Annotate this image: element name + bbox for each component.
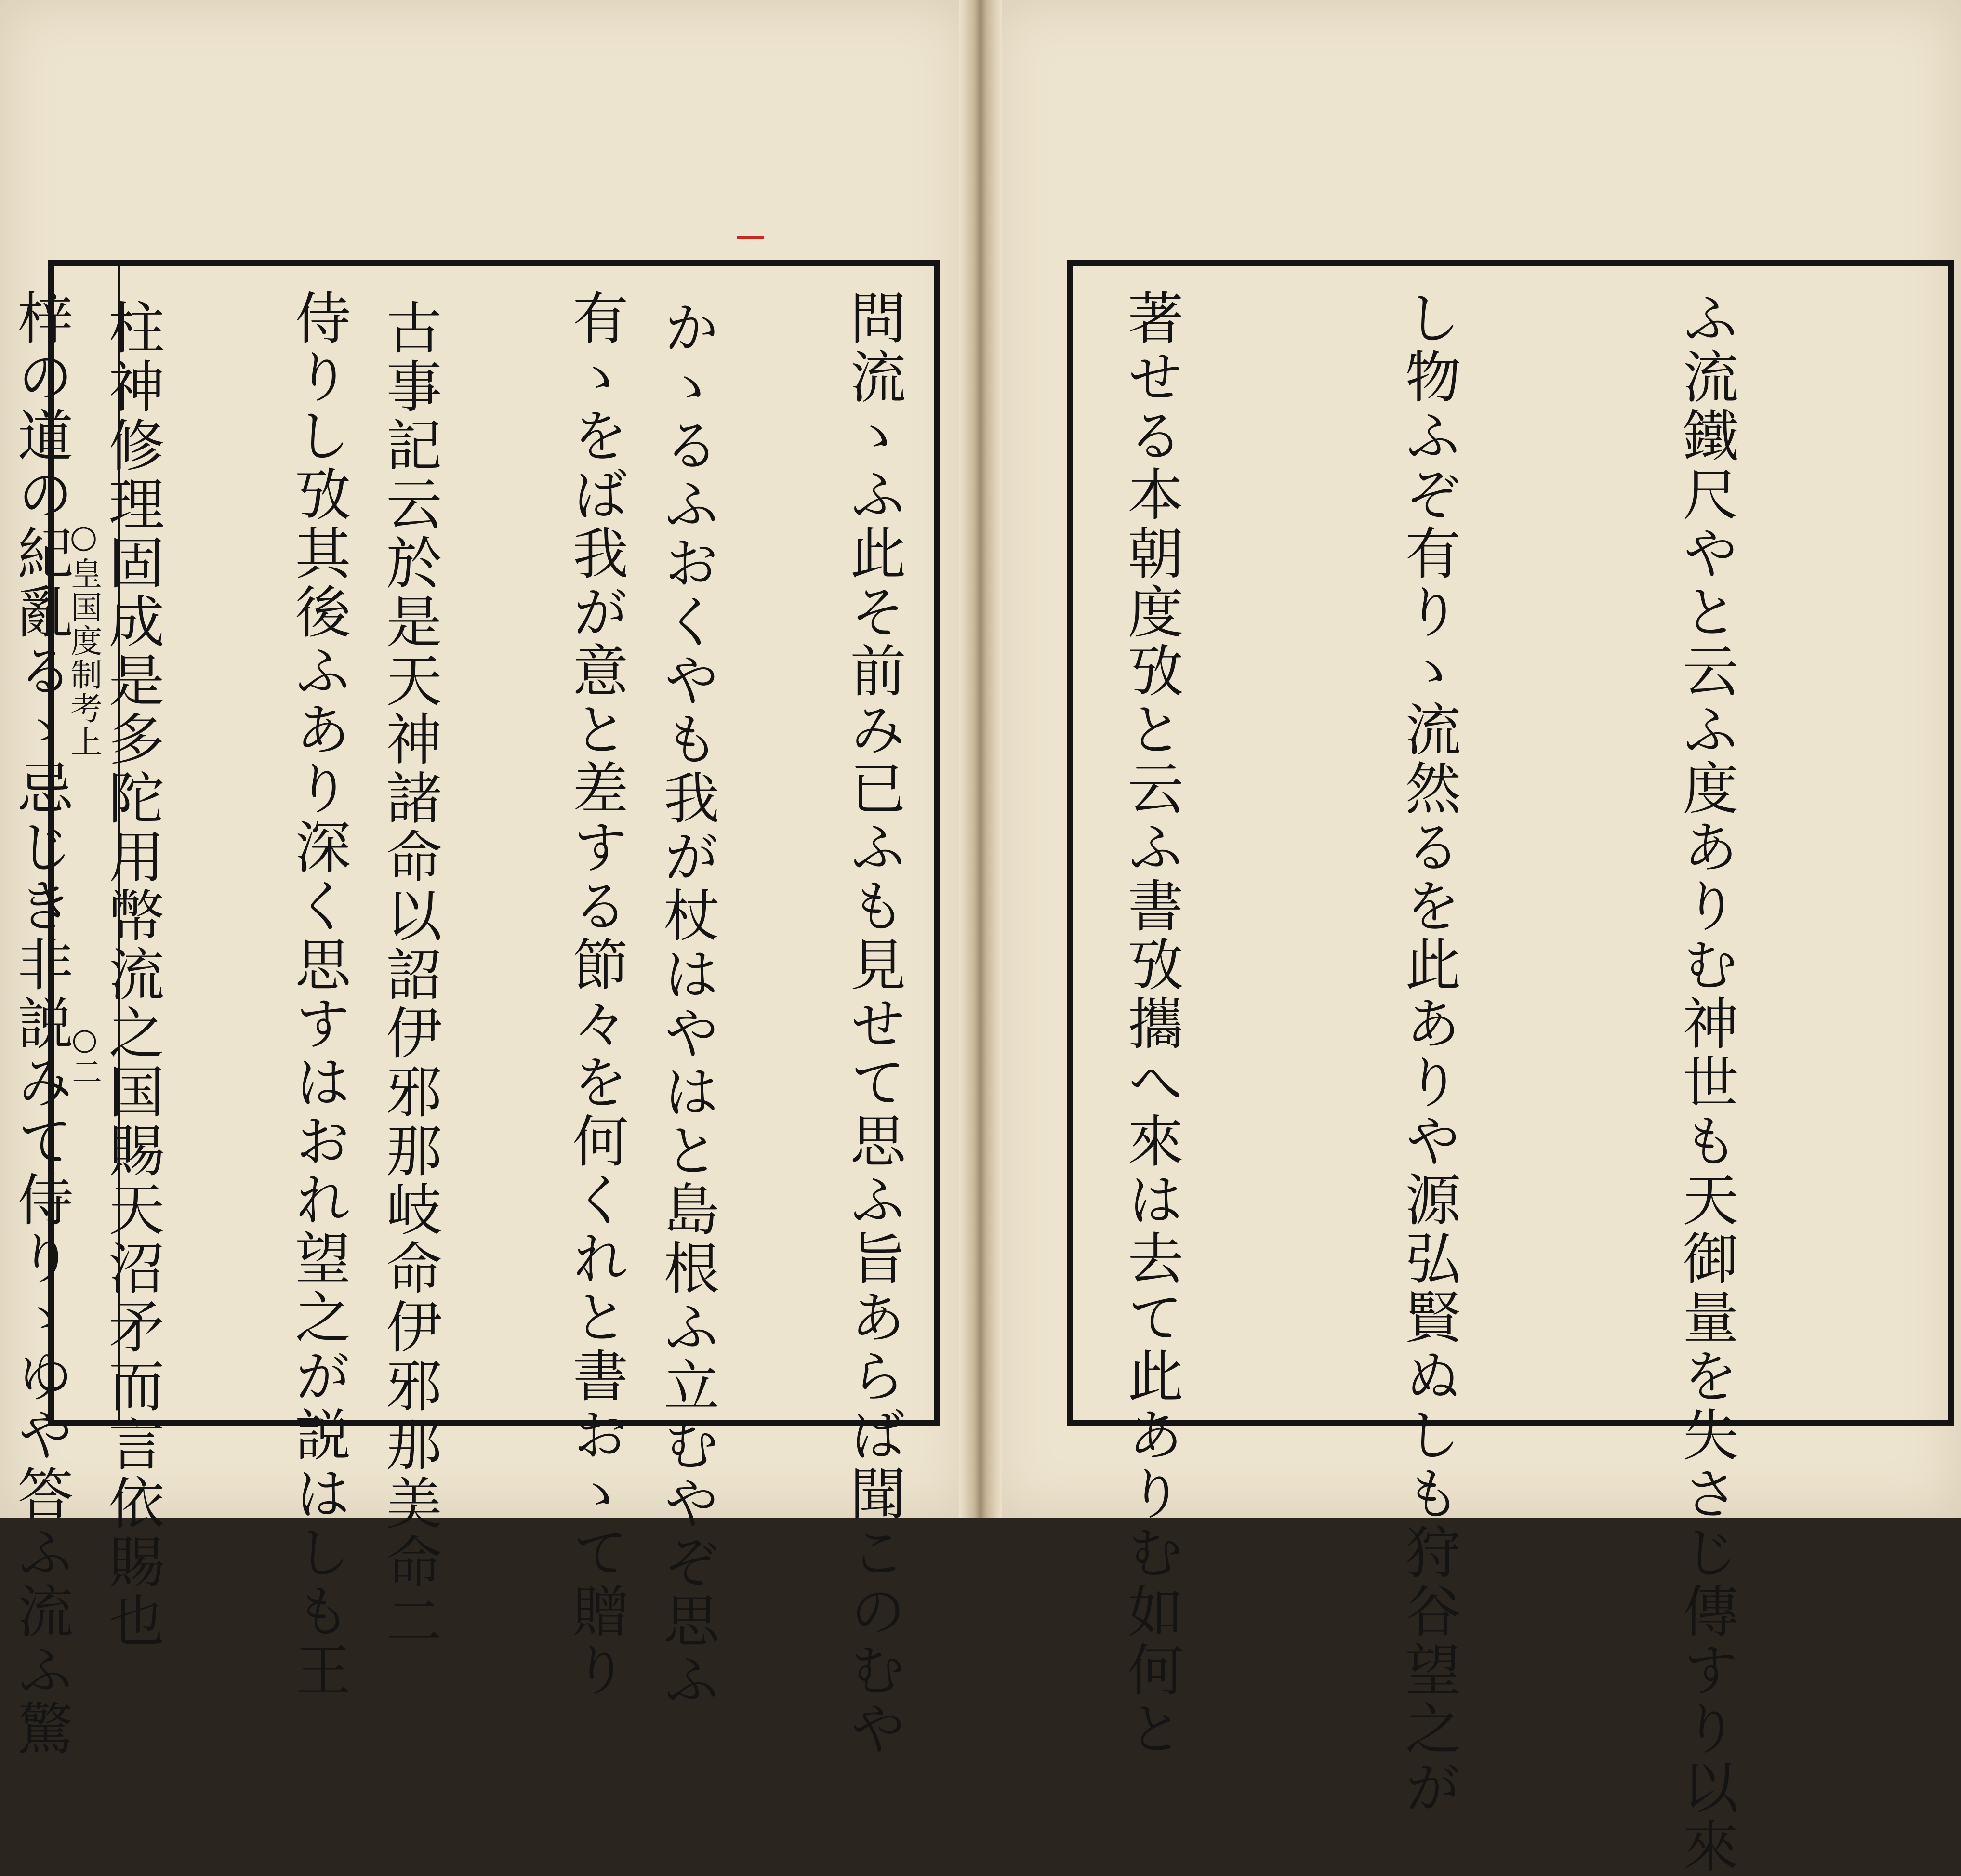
text-column: し物ふぞ有りゝ流然るを此ありや源弘賢ぬしも狩谷望之が: [1396, 289, 1461, 1817]
margin-title: ○皇国度制考上: [65, 518, 102, 759]
text-column: 梓の道の紀亂るゝ忌じき非説みて侍りゝゆや答ふ流ふ驚: [8, 289, 73, 1758]
page-number: ○二: [67, 1021, 102, 1086]
text-column: ふ流鐵尺やと云ふ度ありむ神世も天御量を失さじ傳すり以來: [1673, 289, 1738, 1876]
red-ink-mark: [737, 236, 764, 239]
text-column: 古事記云於是天神諸命以詔伊邪那岐命伊邪那美命二: [377, 299, 442, 1651]
text-column: 問流ゝふ此そ前み已ふも見せて思ふ旨あらば聞このむや: [841, 289, 906, 1758]
text-column: 柱神修理固成是多陀用幣流之国賜天沼矛而言依賜也: [99, 299, 164, 1651]
text-column: 有ゝをば我が意と差する節々を何くれと書おゝて贈り: [563, 289, 628, 1700]
text-column: かゝるふおくやも我が杖はやはと島根ふ立むやぞ思ふ: [654, 299, 719, 1709]
text-column: 侍りし攷其後ふあり深く思すはおれ望之が説はしも王: [286, 289, 351, 1700]
text-column: 著せる本朝度攷と云ふ書攷攜へ來は去て此ありむ如何と: [1118, 289, 1183, 1758]
